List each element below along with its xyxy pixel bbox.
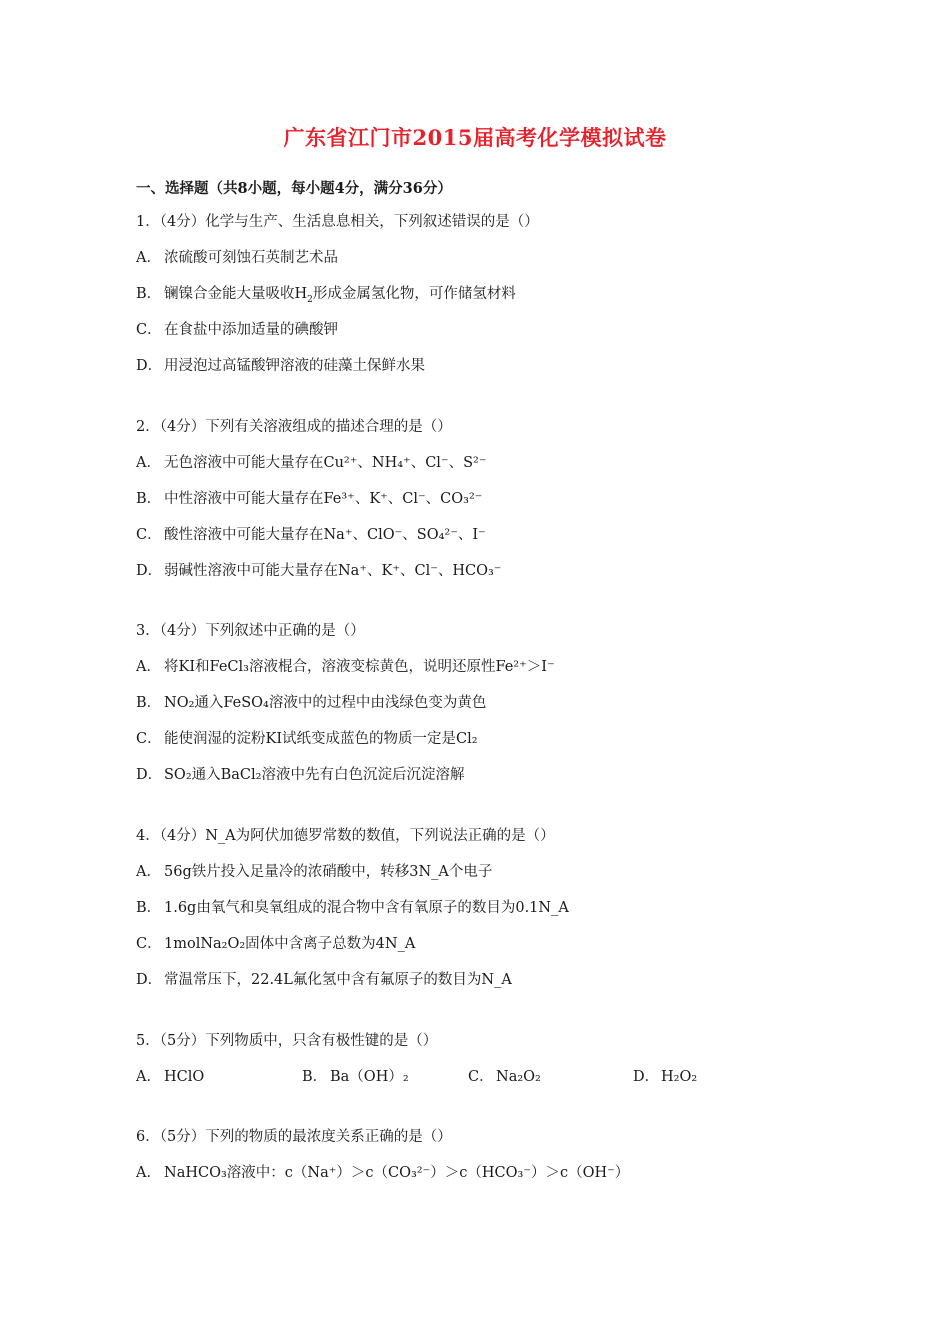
question-1-option-b: B． 镧镍合金能大量吸收$H_2$形成金属氢化物，可作储氢材料: [136, 286, 516, 305]
question-5-option-b: B． Ba（OH）₂: [302, 1069, 409, 1085]
question-6-option-a: A． NaHCO₃溶液中：c（Na⁺）＞c（CO₃²⁻）＞c（HCO₃⁻）＞c（OH⁻）: [136, 1165, 630, 1181]
question-2-option-b: B． 中性溶液中可能大量存在Fe³⁺、K⁺、Cl⁻、CO₃²⁻: [136, 491, 483, 507]
question-6-stem: 6．（5分）下列的物质的最浓度关系正确的是（）: [136, 1129, 452, 1145]
question-5-options: [136, 1067, 796, 1087]
question-1-stem: 1．（4分）化学与生产、生活息息相关，下列叙述错误的是（）: [136, 214, 539, 230]
question-1-option-c: C． 在食盐中添加适量的碘酸钾: [136, 322, 338, 338]
question-5-stem: 5．（5分）下列物质中，只含有极性键的是（）: [136, 1033, 438, 1049]
question-4-option-d: D． 常温常压下，22.4L氟化氢中含有氟原子的数目为N_A: [136, 972, 512, 988]
question-3-option-a: A． 将KI和FeCl₃溶液棍合，溶液变棕黄色，说明还原性Fe²⁺＞I⁻: [136, 659, 555, 675]
question-4-option-c: C． 1molNa₂O₂固体中含离子总数为4N_A: [136, 936, 416, 952]
question-2-option-c: C． 酸性溶液中可能大量存在Na⁺、ClO⁻、SO₄²⁻、I⁻: [136, 527, 486, 543]
question-3-option-c: C． 能使润湿的淀粉KI试纸变成蓝色的物质一定是Cl₂: [136, 731, 478, 747]
question-4-option-a: A． 56g铁片投入足量冷的浓硝酸中，转移3N_A个电子: [136, 864, 493, 880]
question-5-option-d: D． H₂O₂: [633, 1069, 698, 1085]
section-heading: 一、选择题（共8小题，每小题4分，满分36分）: [136, 180, 452, 197]
question-2-stem: 2．（4分）下列有关溶液组成的描述合理的是（）: [136, 419, 452, 435]
question-3-option-b: B． NO₂通入FeSO₄溶液中的过程中由浅绿色变为黄色: [136, 695, 487, 711]
question-2-option-a: A． 无色溶液中可能大量存在Cu²⁺、NH₄⁺、Cl⁻、S²⁻: [136, 455, 487, 471]
question-2-option-d: D． 弱碱性溶液中可能大量存在Na⁺、K⁺、Cl⁻、HCO₃⁻: [136, 563, 502, 579]
question-1-option-d: D． 用浸泡过高锰酸钾溶液的硅藻土保鲜水果: [136, 358, 425, 374]
question-3-stem: 3．（4分）下列叙述中正确的是（）: [136, 623, 365, 639]
question-1-option-a: A． 浓硫酸可刻蚀石英制艺术品: [136, 250, 338, 266]
question-4-stem: 4．（4分）N_A为阿伏加德罗常数的数值，下列说法正确的是（）: [136, 828, 555, 844]
question-5-option-c: C． Na₂O₂: [468, 1069, 541, 1085]
exam-title: 广东省江门市2015届高考化学模拟试卷: [283, 125, 667, 150]
question-3-option-d: D． SO₂通入BaCl₂溶液中先有白色沉淀后沉淀溶解: [136, 767, 465, 783]
question-4-option-b: B． 1.6g由氧气和臭氧组成的混合物中含有氧原子的数目为0.1N_A: [136, 900, 569, 916]
question-5-option-a: A． HClO: [136, 1069, 205, 1085]
